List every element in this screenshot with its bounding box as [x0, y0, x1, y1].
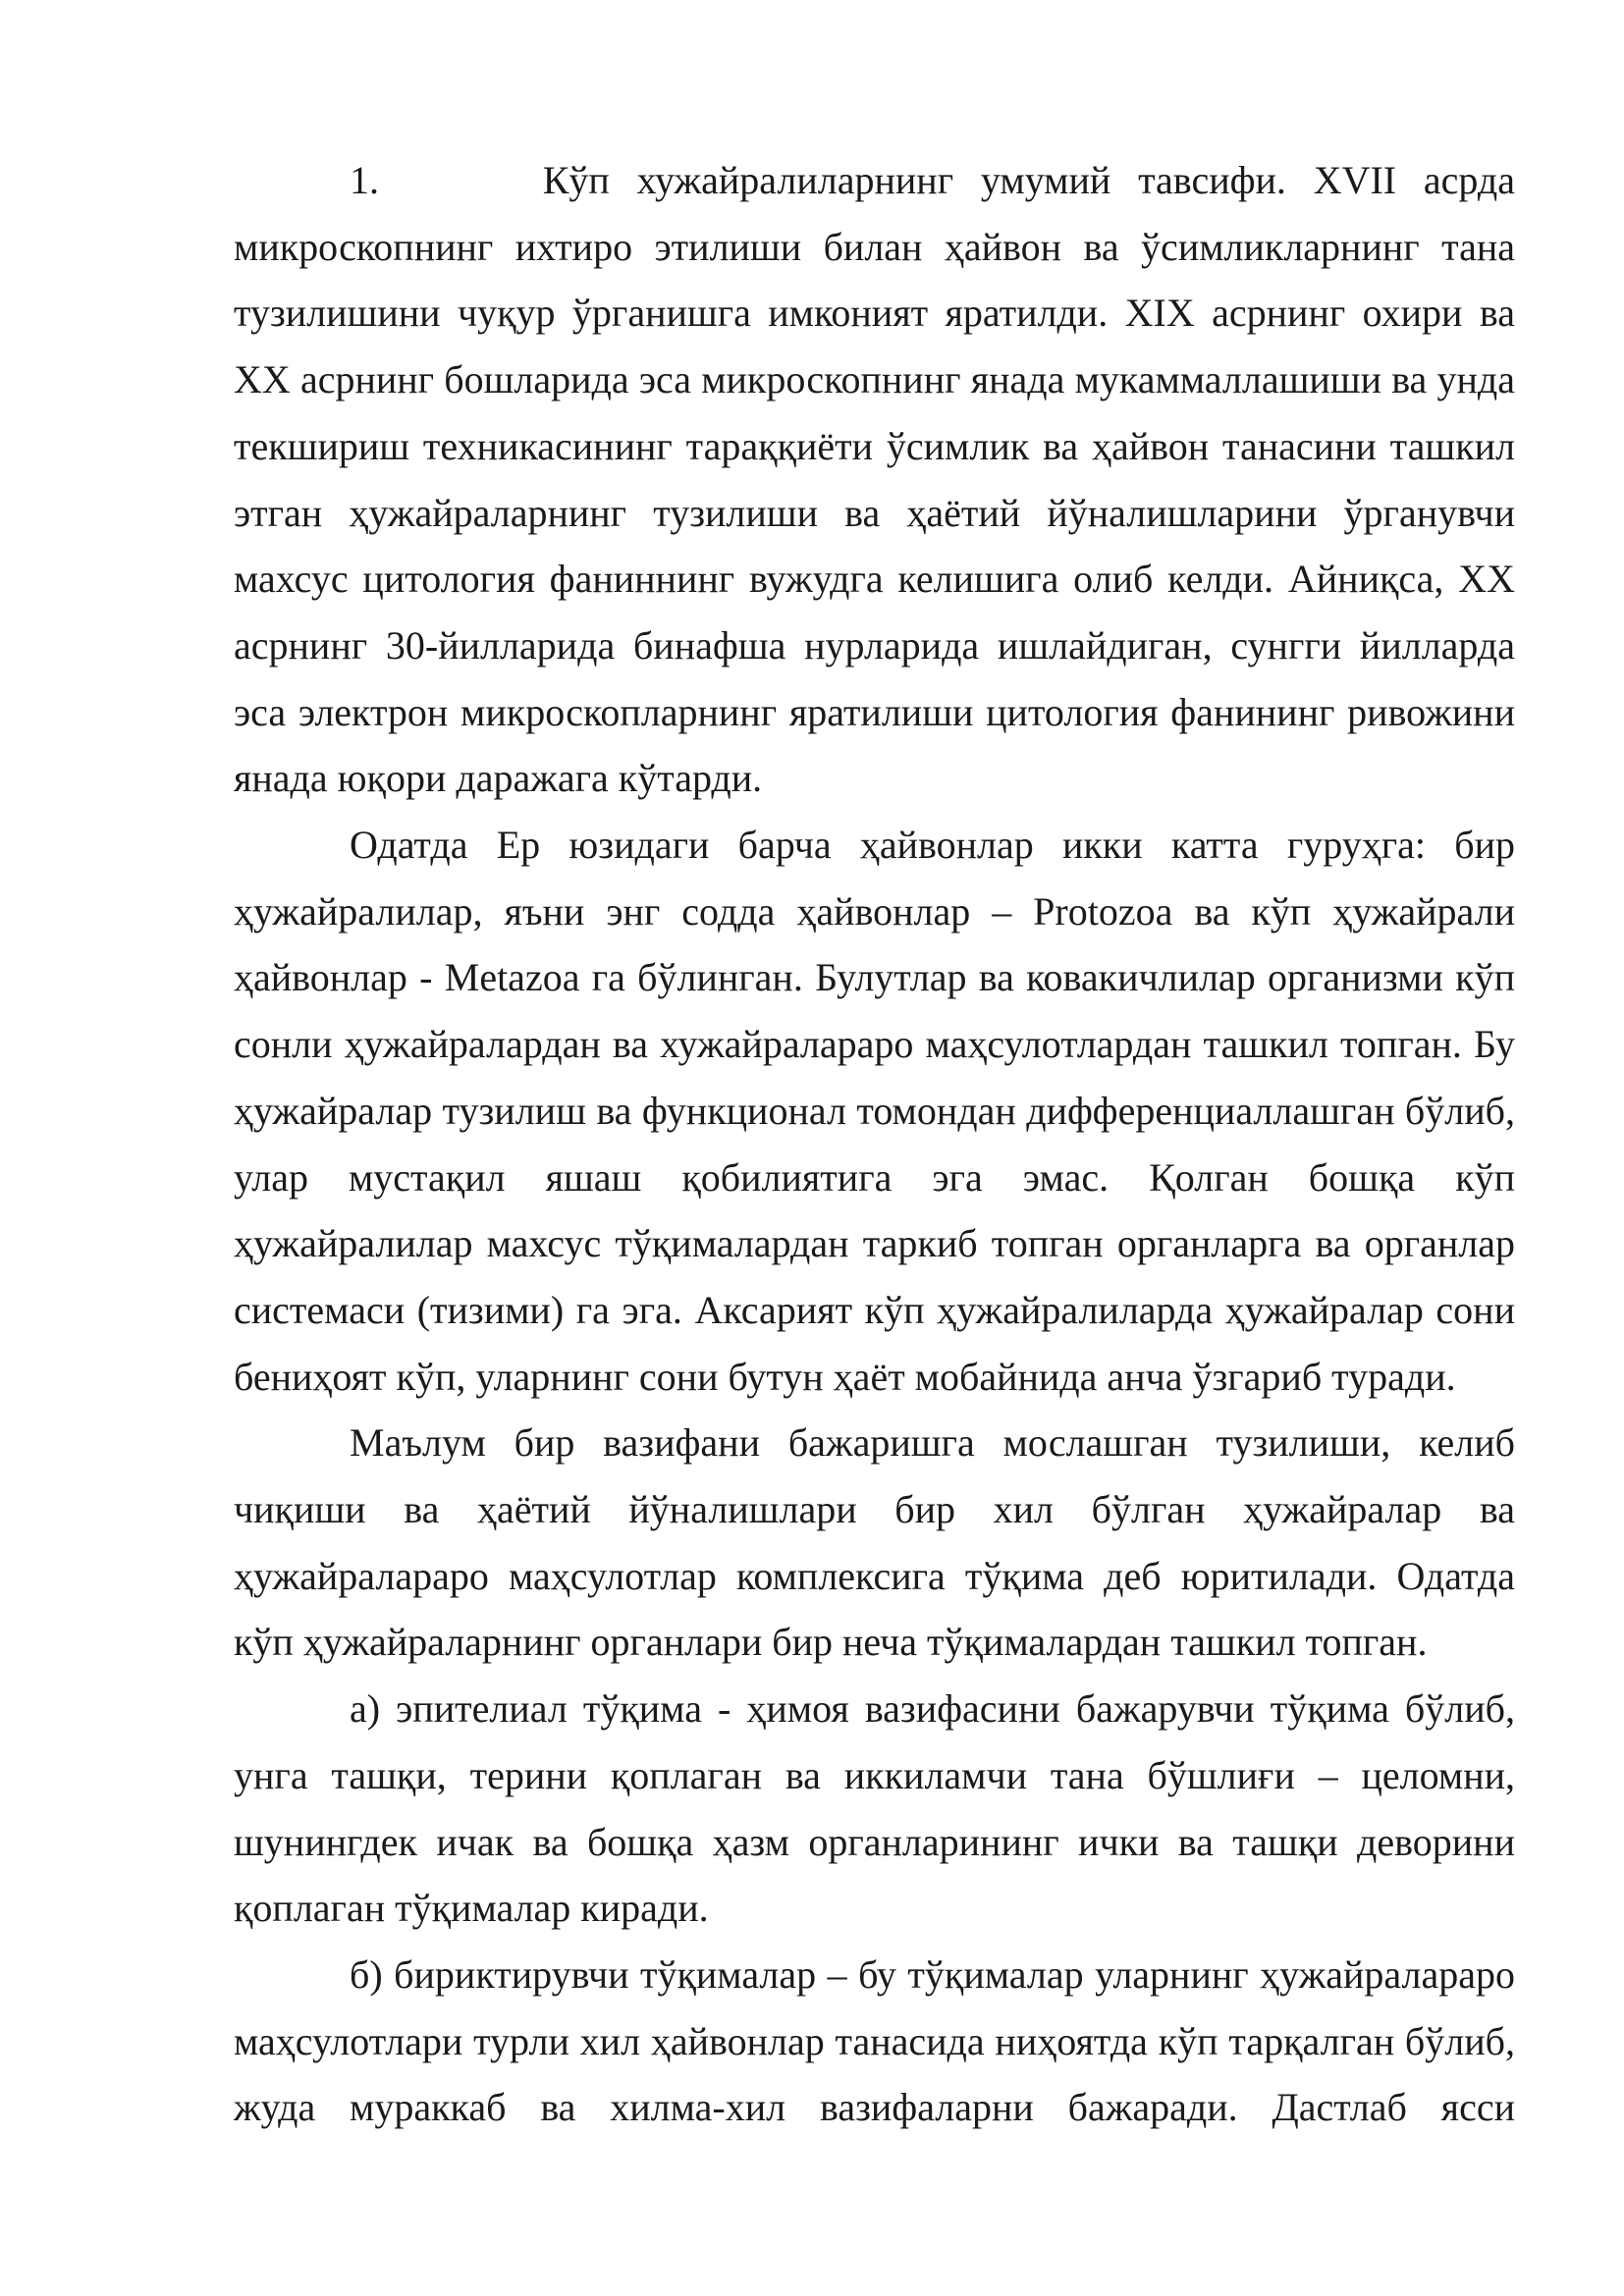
paragraph-connective-tissue: б) бириктирувчи тўқималар – бу тўқималар уларнинг ҳужайралараро маҳсулотлари турли хил ҳайвонлар танасида ниҳоятда кўп тарқалган бўлиб, жуда мураккаб ва хилма-хил вазифаларни бажаради. Дастлаб ясси	[234, 1951, 1515, 2130]
document-body	[234, 147, 1515, 2141]
paragraph-multicellular-overview: 1. Кўп хужайралиларнинг умумий тавсифи. XVII асрда микроскопнинг ихтиро этилиши билан ҳайвон ва ўсимликларнинг тана тузилишини чуқур ўрганишга имконият яратилди. XIX асрнинг охири ва XX асрнинг бошларида эса микроскопнинг янада мукаммаллашиши ва унда текшириш техникасининг тараққиёти ўсимлик ва ҳайвон танасини ташкил этган ҳужайраларнинг тузилиши ва ҳаётий йўналишларини ўрганувчи махсус цитология фаниннинг вужудга келишига олиб келди. Айниқса, XX асрнинг 30-йилларида бинафша нурларида ишлайдиган, сунгги йилларда эса электрон микроскопларнинг яратилиши цитология фанининг ривожини янада юқори даражага кўтарди.	[234, 158, 1515, 801]
paragraph-tissue-definition: Маълум бир вазифани бажаришга мослашган тузилиши, келиб чиқиши ва ҳаётий йўналишлари бир хил бўлган ҳужайралар ва ҳужайралараро маҳсулотлар комплексига тўқима деб юритилади. Одатда кўп ҳужайраларнинг органлари бир неча тўқималардан ташкил топган.	[234, 1420, 1515, 1665]
paragraph-animal-groups: Одатда Ер юзидаги барча ҳайвонлар икки катта гуруҳга: бир ҳужайралилар, яъни энг содда ҳайвонлар – Protozoa ва кўп ҳужайрали ҳайвонлар - Metazoa га бўлинган. Булутлар ва ковакичлилар организми кўп сонли ҳужайралардан ва хужайралараро маҳсулотлардан ташкил топган. Бу ҳужайралар тузилиш ва функционал томондан дифференциаллашган бўлиб, улар мустақил яшаш қобилиятига эга эмас. Қолган бошқа кўп ҳужайралилар махсус тўқималардан таркиб топган органларга ва органлар системаси (тизими) га эга. Аксарият кўп ҳужайралиларда ҳужайралар сони бениҳоят кўп, уларнинг сони бутун ҳаёт мобайнида анча ўзгариб туради.	[234, 823, 1515, 1399]
paragraph-epithelial-tissue: а) эпителиал тўқима - ҳимоя вазифасини бажарувчи тўқима бўлиб, унга ташқи, терини қоплаган ва иккиламчи тана бўшлиғи – целомни, шунингдек ичак ва бошқа ҳазм органларининг ички ва ташқи деворини қоплаган тўқималар киради.	[234, 1686, 1515, 1931]
